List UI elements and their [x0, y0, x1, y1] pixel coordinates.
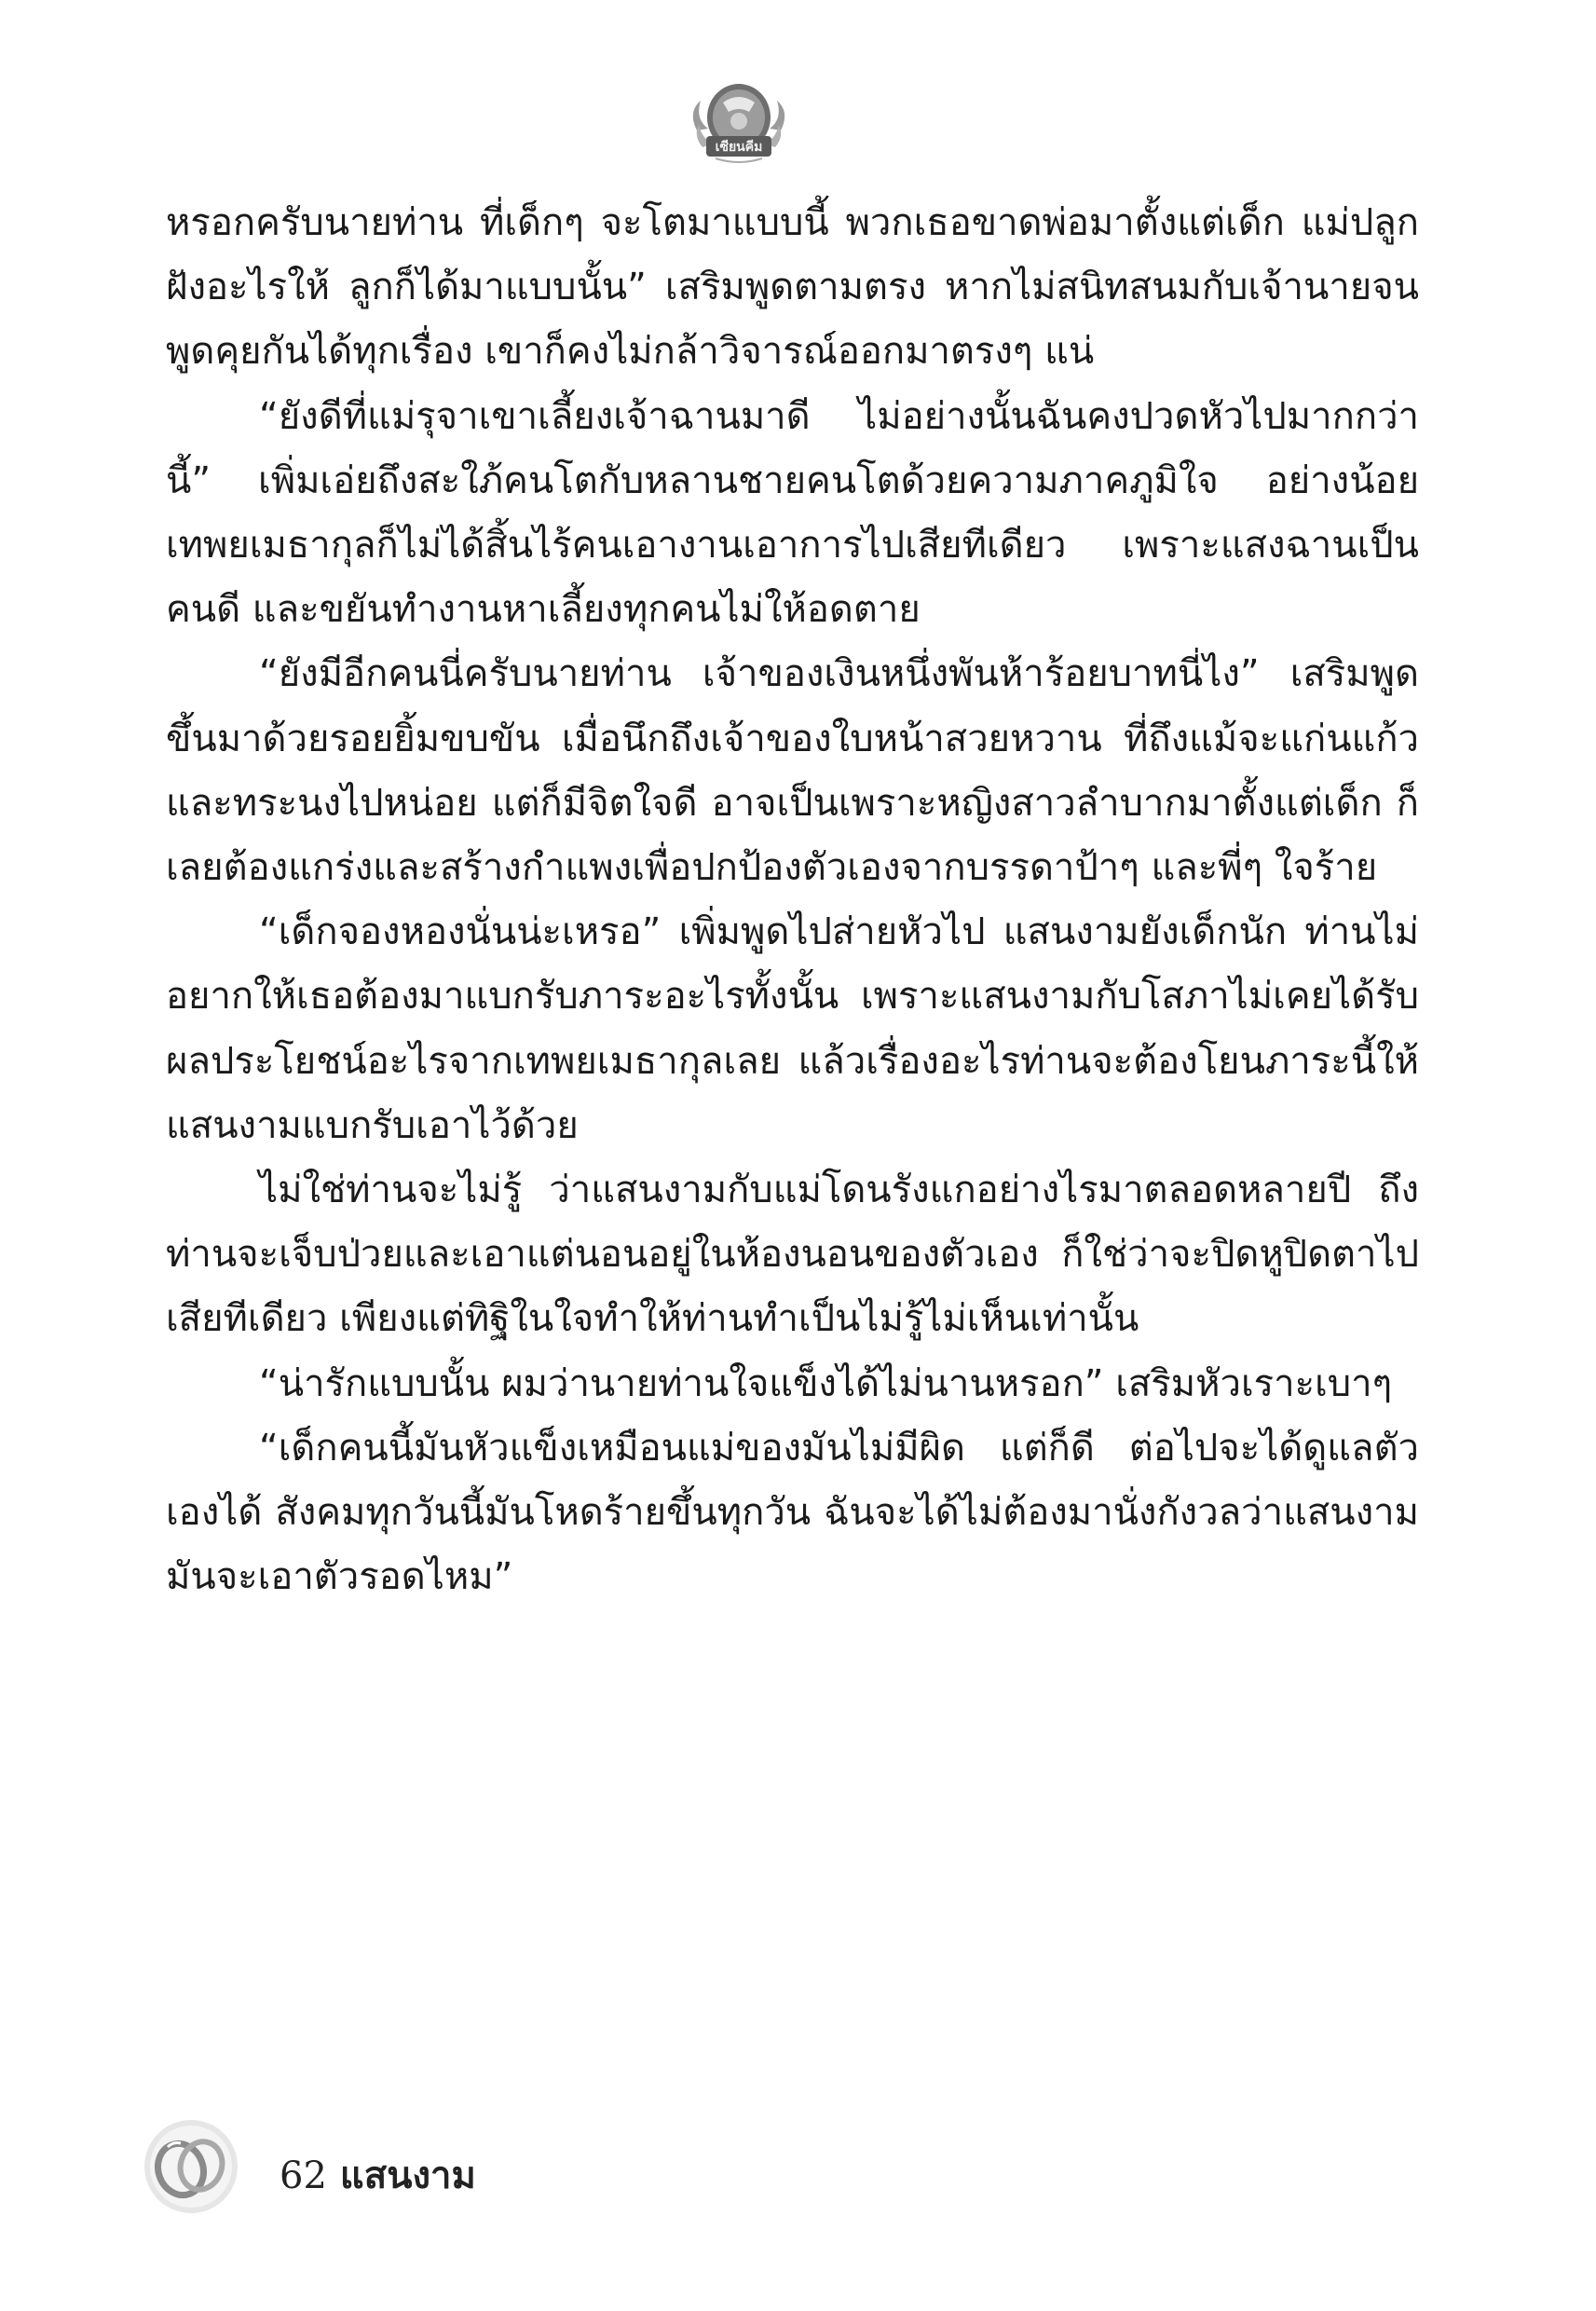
- paragraph: “ยังมีอีกคนนี่ครับนายท่าน เจ้าของเงินหนึ่งพันห้าร้อยบาทนี่ไง” เสริมพูดขึ้นมาด้วยรอยยิ้มขบขัน เมื่อนึกถึงเจ้าของใบหน้าสวยหวาน ที่ถึงแม้จะแก่นแก้วและทระนงไปหน่อย แต่ก็มีจิตใจดี อาจเป็นเพราะหญิงสาวลำบากมาตั้งแต่เด็ก ก็เลยต้องแกร่งและสร้างกำแพงเพื่อปกป้องตัวเองจากบรรดาป้าๆ และพี่ๆ ใจร้าย: [166, 652, 1419, 890]
- footer-label: [280, 2145, 476, 2205]
- paragraph: “น่ารักแบบนั้น ผมว่านายท่านใจแข็งได้ไม่นานหรอก” เสริมหัวเราะเบาๆ: [259, 1361, 1393, 1405]
- paragraph: “ยังดีที่แม่รุจาเขาเลี้ยงเจ้าฉานมาดี ไม่อย่างนั้นฉันคงปวดหัวไปมากกว่านี้” เพิ่มเอ่ยถึงสะใภ้คนโตกับหลานชายคนโตด้วยความภาคภูมิใจ อย่างน้อยเทพยเมธากุลก็ไม่ได้สิ้นไร้คนเอางานเอาการไปเสียทีเดียว เพราะแสงฉานเป็นคนดี และขยันทำงานหาเลี้ยงทุกคนไม่ให้อดตาย: [166, 394, 1419, 632]
- page-number: 62: [280, 2154, 327, 2197]
- body-text: [166, 191, 1419, 1609]
- page-footer: [140, 2115, 606, 2218]
- paragraph: หรอกครับนายท่าน ที่เด็กๆ จะโตมาแบบนี้ พวกเธอขาดพ่อมาตั้งแต่เด็ก แม่ปลูกฝังอะไรให้ ลูกก็ได้มาแบบนั้น” เสริมพูดตามตรง หากไม่สนิทสนมกับเจ้านายจนพูดคุยกันได้ทุกเรื่อง เขาก็คงไม่กล้าวิจารณ์ออกมาตรงๆ แน่: [166, 201, 1419, 374]
- paragraph: “เด็กคนนี้มันหัวแข็งเหมือนแม่ของมันไม่มีผิด แต่ก็ดี ต่อไปจะได้ดูแลตัวเองได้ สังคมทุกวันนี้มันโหดร้ายขึ้นทุกวัน ฉันจะได้ไม่ต้องมานั่งกังวลว่าแสนงามมันจะเอาตัวรอดไหม”: [166, 1426, 1419, 1599]
- wedding-rings-icon: [140, 2115, 242, 2218]
- emblem-icon: [688, 75, 790, 168]
- paragraph: “เด็กจองหองนั่นน่ะเหรอ” เพิ่มพูดไปส่ายหัวไป แสนงามยังเด็กนัก ท่านไม่อยากให้เธอต้องมาแบกรับภาระอะไรทั้งนั้น เพราะแสนงามกับโสภาไม่เคยได้รับผลประโยชน์อะไรจากเทพยเมธากุลเลย แล้วเรื่องอะไรท่านจะต้องโยนภาระนี้ให้แสนงามแบกรับเอาไว้ด้วย: [166, 910, 1419, 1147]
- book-title: แสนงาม: [339, 2154, 476, 2197]
- paragraph: ไม่ใช่ท่านจะไม่รู้ ว่าแสนงามกับแม่โดนรังแกอย่างไรมาตลอดหลายปี ถึงท่านจะเจ็บป่วยและเอาแต่นอนอยู่ในห้องนอนของตัวเอง ก็ใช่ว่าจะปิดหูปิดตาไปเสียทีเดียว เพียงแต่ทิฐิในใจทำให้ท่านทำเป็นไม่รู้ไม่เห็นเท่านั้น: [166, 1169, 1419, 1341]
- logo-text: เซียนคีม: [715, 140, 763, 155]
